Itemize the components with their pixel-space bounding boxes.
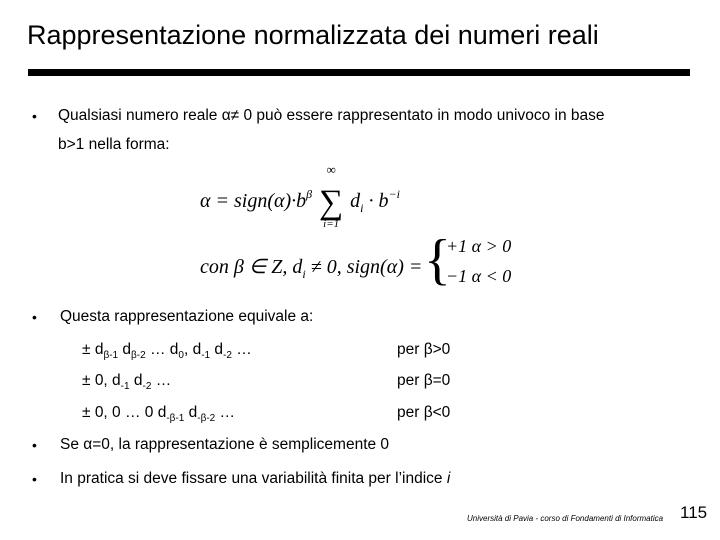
case-row-condition: per β>0 xyxy=(397,341,451,358)
title-rule xyxy=(28,69,690,76)
formula-exp-beta: β xyxy=(306,187,313,201)
case-row-condition: per β=0 xyxy=(397,372,451,389)
bullet-text: Se α=0, la rappresentazione è semplicemente 0 xyxy=(60,436,390,453)
case-row-condition: per β<0 xyxy=(397,404,451,421)
slide-title: Rappresentazione normalizzata dei numeri reali xyxy=(27,20,599,50)
page-number: 115 xyxy=(680,503,708,522)
condition-mid: ≠ 0, sign(α) = xyxy=(305,256,423,278)
case-row-expression: ± 0, $d_{-1}$ $d_{-2}$ … xyxy=(82,372,172,393)
condition-formula xyxy=(200,254,422,279)
bullet-marker: • xyxy=(32,471,37,487)
case-row-expression: ± 0, 0 … 0 $d_{-\beta-1}$ $d_{-\beta-2}$ … xyxy=(82,404,236,425)
condition-prefix-sub: i xyxy=(302,267,306,281)
formula-dot-b: · b xyxy=(363,190,389,212)
bullet-text: Questa rappresentazione equivale a: xyxy=(60,308,314,325)
sum-upper: ∞ xyxy=(326,162,336,177)
bullet-text-line1: Qualsiasi numero reale α≠ 0 può essere rappresentato in modo univoco in base xyxy=(58,107,605,124)
bullet-marker: • xyxy=(32,309,37,325)
formula-term-exp: −i xyxy=(388,187,400,201)
bullet-marker: • xyxy=(32,437,37,453)
bullet-text-line2: b>1 nella forma: xyxy=(58,136,170,153)
bullet-marker: • xyxy=(32,108,37,124)
formula-lhs: α = sign(α)·b xyxy=(200,190,307,212)
sum-symbol: ∑ xyxy=(319,184,344,221)
summation xyxy=(317,162,345,230)
case-positive: +1 α > 0 xyxy=(446,236,512,256)
formula-term-sub: i xyxy=(360,201,364,215)
case-negative: −1 α < 0 xyxy=(446,266,512,286)
condition-prefix: con β ∈ Z, d xyxy=(200,256,303,278)
formula-term: d xyxy=(350,190,361,212)
bullet-text: In pratica si deve fissare una variabilità finita per l’indice i xyxy=(60,470,451,487)
case-row-expression: ± $d_{\beta-1}$ $d_{\beta-2}$ … $d_0$, $d_{-1}$ $d_{-2}$ … xyxy=(82,341,252,362)
footer-credit: Università di Pavia - corso di Fondamenti di Informatica xyxy=(467,514,664,523)
cases-brace: { xyxy=(424,229,451,291)
sum-lower: i=1 xyxy=(323,218,340,230)
normalized-formula xyxy=(200,162,400,230)
